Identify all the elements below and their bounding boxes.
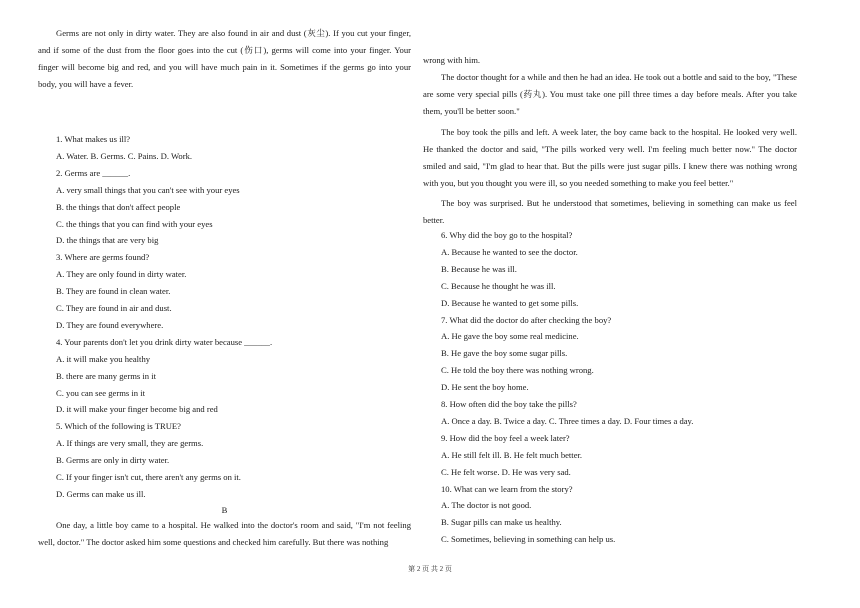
answer-option: C. the things that you can find with your eyes: [56, 218, 213, 229]
answer-option: D. it will make your finger become big and red: [56, 404, 218, 415]
answer-option: C. Sometimes, believing in something can help us.: [441, 534, 616, 545]
page-footer: 第 2 页 共 2 页: [408, 565, 452, 573]
question-stem: 3. Where are germs found?: [56, 252, 150, 263]
answer-option: B. Germs are only in dirty water.: [56, 455, 170, 466]
answer-option: C. They are found in air and dust.: [56, 303, 172, 313]
answer-option: A. If things are very small, they are germs.: [56, 438, 204, 449]
question-stem: 8. How often did the boy take the pills?: [441, 399, 577, 409]
answer-option: A. He gave the boy some real medicine.: [441, 331, 579, 342]
answer-option: D. Germs can make us ill.: [56, 488, 146, 499]
answer-option: A. Once a day. B. Twice a day. C. Three times a day. D. Four times a day.: [441, 415, 694, 426]
answer-option: A. it will make you healthy: [56, 353, 151, 364]
answer-option: B. He gave the boy some sugar pills.: [441, 348, 568, 359]
passage-b-continuation: wrong with him.: [423, 55, 481, 65]
answer-option: B. Sugar pills can make us healthy.: [441, 517, 562, 528]
question-stem: 1. What makes us ill?: [56, 134, 131, 144]
passage-b-paragraph-3: The boy took the pills and left. A week later, the boy came back to the hospital. He looked very well. He thanked the doctor and said, "The pills worked very well. I'm feeling much better now." The doctor smiled and said, "I'm glad to hear that. But the pills were just sugar pills. I knew there was nothing wrong with you, but you thought you were ill, so you needed something to make you feel better.": [423, 127, 797, 188]
question-stem: 4. Your parents don't let you drink dirty water because ______.: [56, 336, 273, 347]
passage-b-paragraph-2: The doctor thought for a while and then he had an idea. He took out a bottle and said to the boy, "These are some very special pills (药丸). You must take one pill three times a day before meals. After you take them, you'll be better soon.": [423, 72, 797, 116]
answer-option: C. If your finger isn't cut, there aren't any germs on it.: [56, 472, 241, 482]
passage-b-paragraph-4: The boy was surprised. But he understood that sometimes, believing in something can make us feel better.: [423, 198, 797, 225]
answer-option: C. He felt worse. D. He was very sad.: [441, 466, 571, 477]
question-stem: 5. Which of the following is TRUE?: [56, 421, 181, 432]
answer-option: A. Water. B. Germs. C. Pains. D. Work.: [56, 150, 193, 161]
answer-option: A. The doctor is not good.: [441, 500, 532, 511]
question-stem: 10. What can we learn from the story?: [441, 483, 573, 494]
answer-option: B. there are many germs in it: [56, 370, 156, 381]
answer-option: A. Because he wanted to see the doctor.: [441, 246, 578, 257]
answer-option: B. Because he was ill.: [441, 263, 517, 274]
question-stem: 6. Why did the boy go to the hospital?: [441, 230, 573, 240]
answer-option: C. Because he thought he was ill.: [441, 280, 556, 291]
answer-option: D. Because he wanted to get some pills.: [441, 297, 579, 308]
passage-a-ending: Germs are not only in dirty water. They are also found in air and dust (灰尘). If you cut your finger, and if some of the dust from the floor goes into the cut (伤口), germs will come into your finger. Your finger will become big and red, and you will have much pain in it. Sometimes if the germs go into your body, you will have a fever.: [38, 28, 411, 89]
answer-option: A. very small things that you can't see with your eyes: [56, 184, 240, 195]
section-b-heading: B: [221, 505, 228, 515]
question-stem: 9. How did the boy feel a week later?: [441, 432, 570, 443]
question-stem: 7. What did the doctor do after checking the boy?: [441, 314, 612, 325]
passage-b-start: One day, a little boy came to a hospital. He walked into the doctor's room and said, "I'm not feeling well, doctor." The doctor asked him some questions and checked him carefully. But there was nothing: [38, 520, 411, 547]
answer-option: B. the things that don't affect people: [56, 201, 181, 212]
answer-option: D. He sent the boy home.: [441, 382, 529, 393]
answer-option: D. the things that are very big: [56, 235, 159, 246]
answer-option: D. They are found everywhere.: [56, 319, 164, 330]
answer-option: B. They are found in clean water.: [56, 286, 171, 297]
answer-option: C. He told the boy there was nothing wrong.: [441, 365, 594, 376]
answer-option: C. you can see germs in it: [56, 387, 146, 398]
question-stem: 2. Germs are ______.: [56, 167, 131, 178]
answer-option: A. They are only found in dirty water.: [56, 269, 187, 280]
answer-option: A. He still felt ill. B. He felt much better.: [441, 449, 583, 460]
